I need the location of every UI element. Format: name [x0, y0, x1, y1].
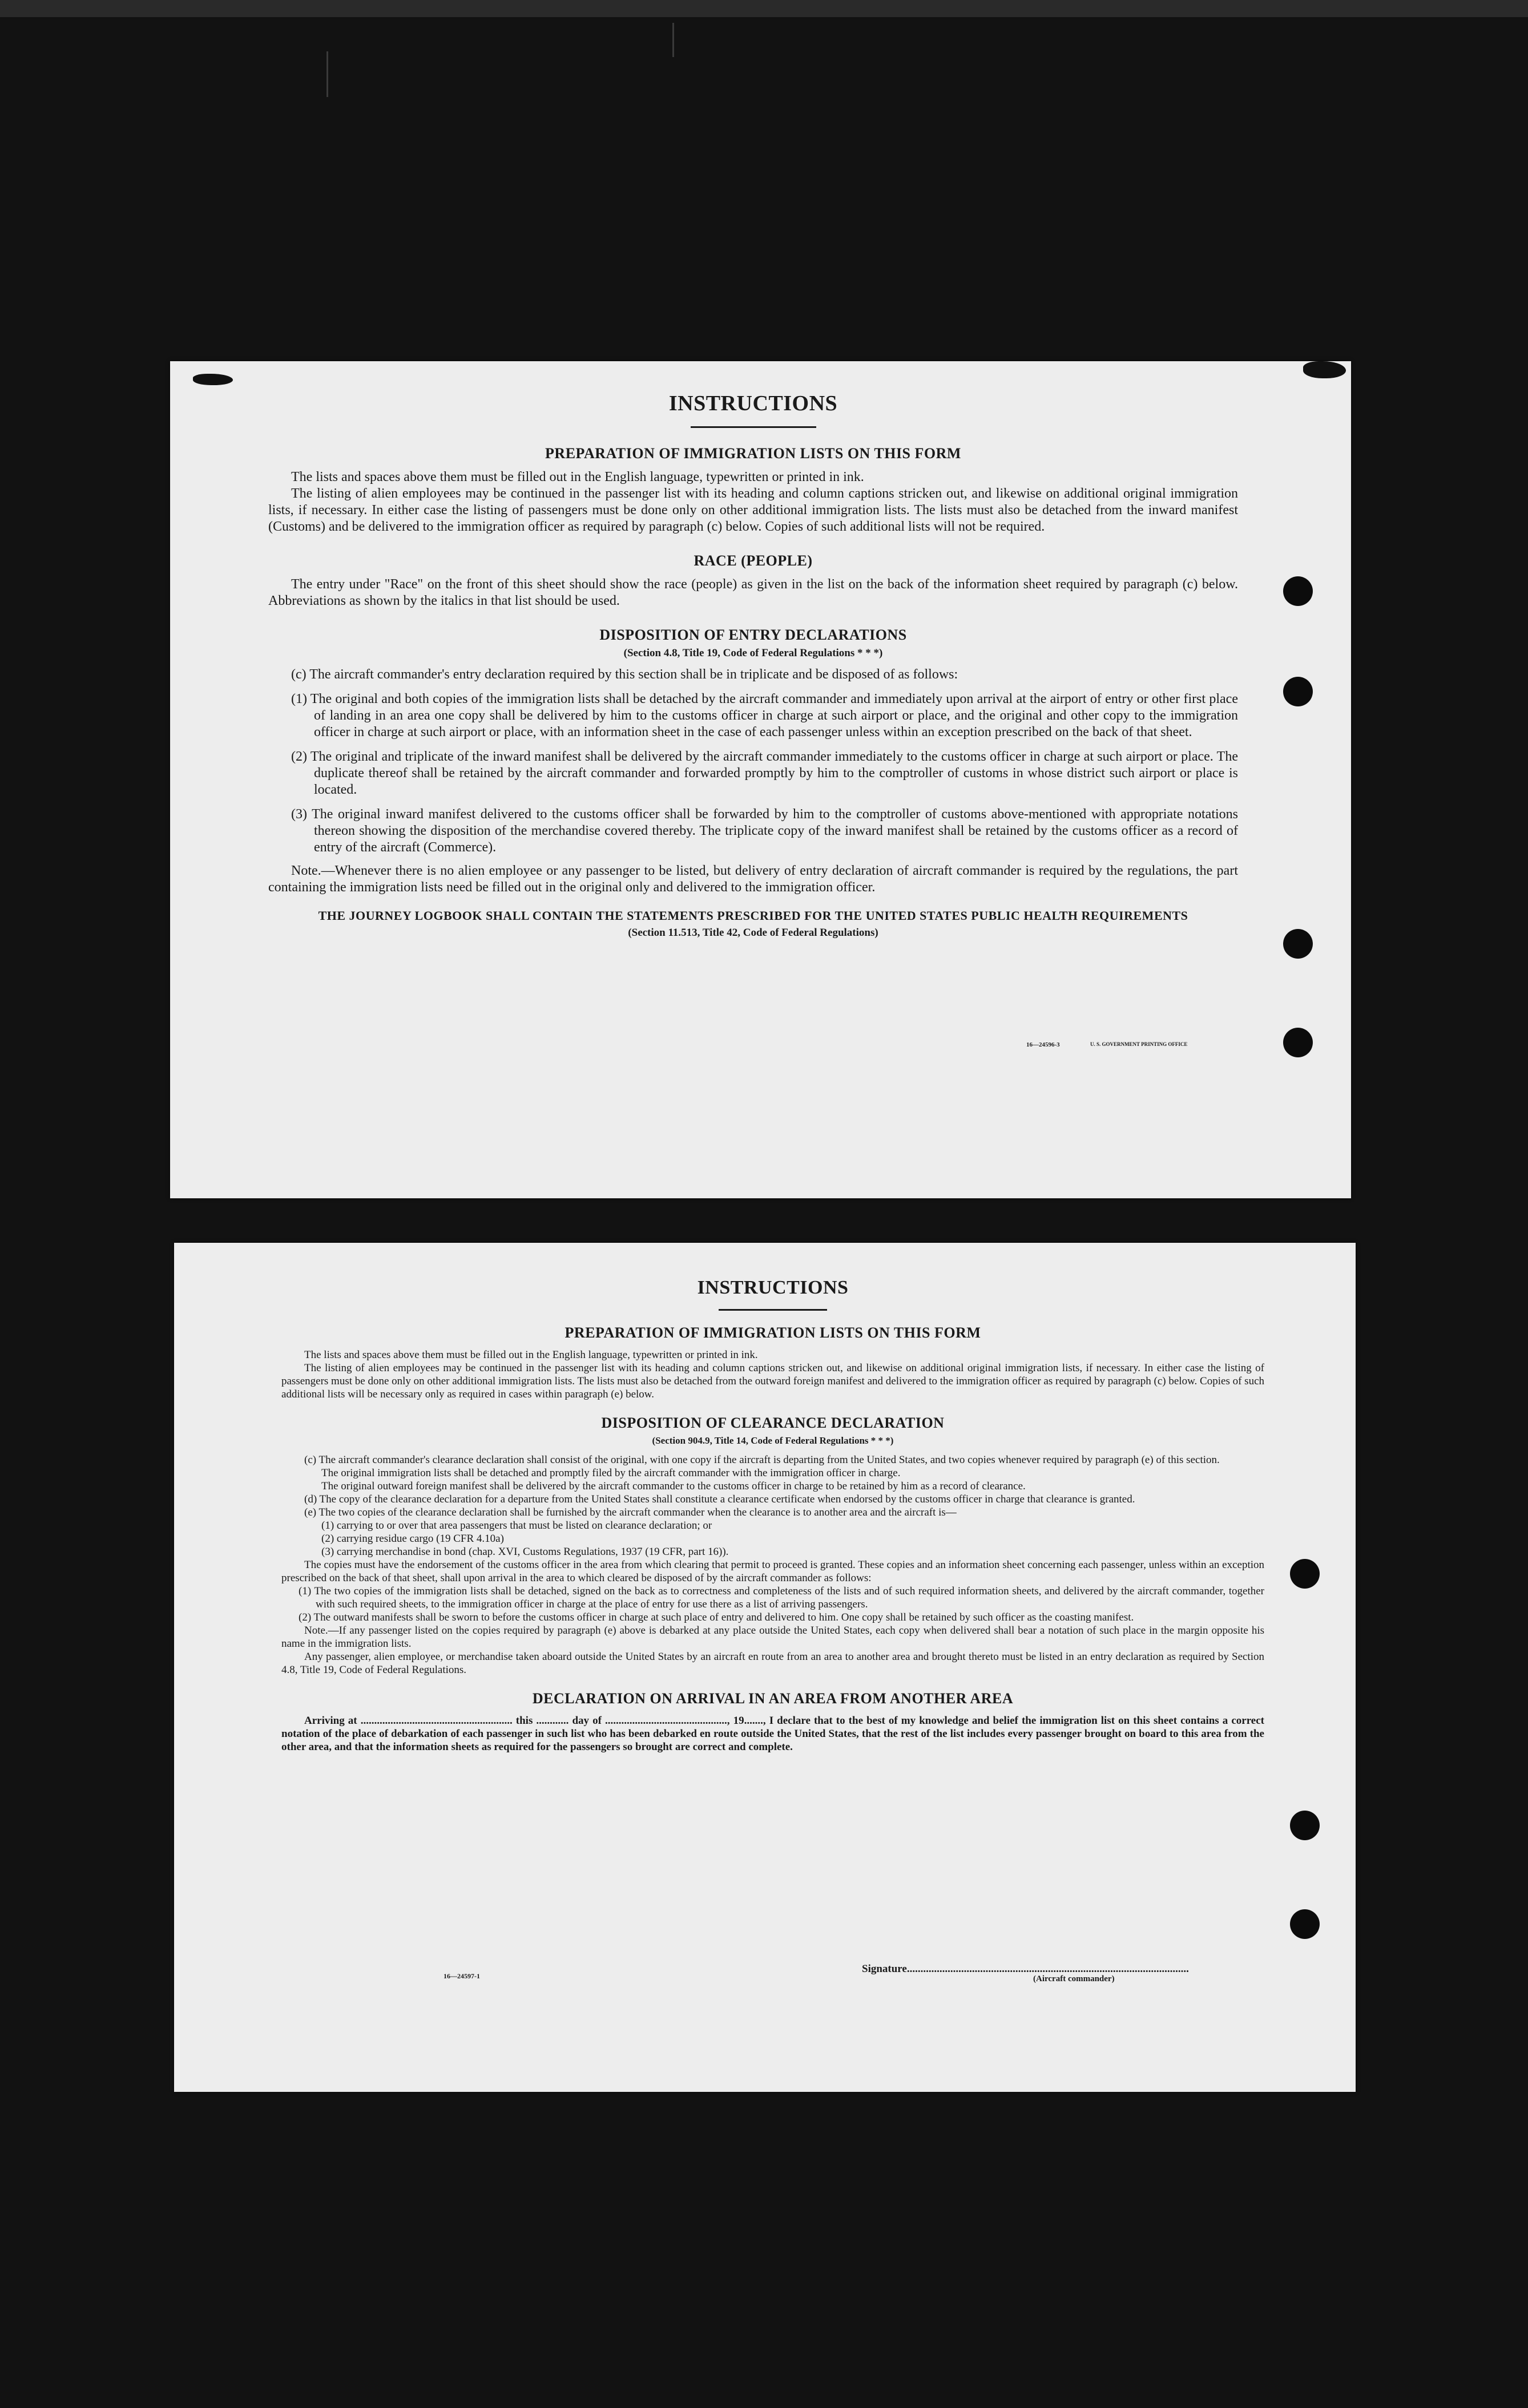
punch-hole [1290, 1811, 1320, 1840]
copies-paragraph: The copies must have the endorsement of the customs officer in the area from which clearing that permit to proceed is granted. These copies and an information sheet concerning each passenger, unless within an exception prescribed on the back of that sheet, shall upon arrival in the area to which cleared be disposed of by the aircraft commander as follows: [281, 1559, 1264, 1584]
declaration-heading: DECLARATION ON ARRIVAL IN AN AREA FROM ANOTHER AREA [532, 1690, 1014, 1707]
film-scratch [326, 51, 328, 97]
disposition-item: (3) The original inward manifest delivered to the customs officer shall be forwarded by him to the comptroller of customs above-mentioned with appropriate notations thereon showing the disposition of the merchandise covered thereby. The triplicate copy of the inward manifest shall be retained by the customs officer as a record of entry of the aircraft (Commerce). [291, 807, 1238, 855]
paragraph-e-item: (3) carrying merchandise in bond (chap. XVI, Customs Regulations, 1937 (19 CFR, part 16)). [321, 1546, 729, 1558]
disposition-heading: DISPOSITION OF CLEARANCE DECLARATION [601, 1415, 945, 1431]
preparation-paragraph: The listing of alien employees may be continued in the passenger list with its heading and column captions stricken out, and likewise on additional original immigration lists, if necessary. In either case the listing of passengers must be done only on other additional immigration lists. The lists must also be detached from the outward foreign manifest and delivered to the immigration officer as required by paragraph (c) below. Copies of such additional lists will be necessary only as required in cases within paragraph (e) below. [281, 1362, 1264, 1400]
sheet-title: INSTRUCTIONS [668, 391, 838, 415]
paragraph-c-line: The original outward foreign manifest shall be delivered by the aircraft commander to the customs officer in charge to be retained by him as a record of clearance. [321, 1480, 1026, 1492]
punch-hole [1283, 929, 1313, 959]
paragraph-e-item: (2) carrying residue cargo (19 CFR 4.10a) [321, 1533, 504, 1545]
logbook-notice: THE JOURNEY LOGBOOK SHALL CONTAIN THE STATEMENTS PRESCRIBED FOR THE UNITED STATES PUBLIC HEALTH REQUIREMENTS [318, 908, 1188, 923]
paragraph-e: (e) The two copies of the clearance declaration shall be furnished by the aircraft commander when the clearance is to another area and the aircraft is— [304, 1506, 957, 1518]
disposition-citation: (Section 4.8, Title 19, Code of Federal Regulations * * *) [623, 647, 883, 659]
disposition-item: (2) The original and triplicate of the inward manifest shall be delivered by the aircraft commander immediately to the customs officer in charge at such airport or place. The duplicate thereof shall be retained by the aircraft commander and forwarded promptly by him to the comptroller of customs in whose district such airport or place is located. [291, 749, 1238, 797]
paragraph-d: (d) The copy of the clearance declaration for a departure from the United States shall constitute a clearance certificate when endorsed by the customs officer in charge that clearance is granted. [304, 1493, 1135, 1505]
form-code: 16—24597-1 [444, 1972, 480, 1980]
paragraph-c: (c) The aircraft commander's clearance declaration shall consist of the original, with one copy if the aircraft is departing from the United States, and two copies whenever required by paragraph (e) of this section. [304, 1454, 1220, 1466]
title-rule [691, 426, 816, 428]
signature-line: Signature........................................................................................................ [862, 1963, 1189, 1975]
note-paragraph: Note.—If any passenger listed on the copies required by paragraph (e) above is debarked at any place outside the United States, each copy when delivered shall bear a notation of such place in the margin opposite his name in the immigration lists. [281, 1625, 1264, 1650]
instruction-sheet-clearance [174, 1243, 1356, 2092]
paragraph-e-item: (1) carrying to or over that area passengers that must be listed on clearance declaration; or [321, 1520, 712, 1532]
declaration-paragraph: Arriving at ........................................................ this ............ day of ............................................., 19......., I declare that to the best of my knowledge and belief the immigration list on this sheet contains a correct notation of the place of debarkation of each passenger in such list who has been debarked en route outside the United States, that the rest of the list includes every passenger brought on board to this area from the other area, and that the information sheets as required for the passengers so brought are correct and complete. [281, 1715, 1264, 1753]
paragraph-c-line: The original immigration lists shall be detached and promptly filed by the aircraft commander with the immigration officer in charge. [321, 1467, 901, 1479]
preparation-paragraph: The listing of alien employees may be continued in the passenger list with its heading and column captions stricken out, and likewise on additional original immigration lists, if necessary. In either case the listing of passengers must be done only on other additional immigration lists. The lists must also be detached from the inward manifest (Customs) and be delivered to the immigration officer as required by paragraph (c) below. Copies of such additional lists will not be required. [268, 486, 1238, 534]
sheet-title: INSTRUCTIONS [697, 1277, 849, 1298]
title-rule [719, 1309, 827, 1311]
punch-hole [1283, 576, 1313, 606]
any-passenger-paragraph: Any passenger, alien employee, or merchandise taken aboard outside the United States by an aircraft en route from an area to another area and brought thereto must be listed in an entry declaration as required by Section 4.8, Title 19, Code of Federal Regulations. [281, 1651, 1264, 1676]
printer-imprint: U. S. GOVERNMENT PRINTING OFFICE [1090, 1041, 1188, 1047]
preparation-heading: PREPARATION OF IMMIGRATION LISTS ON THIS FORM [545, 445, 961, 462]
punch-hole [1290, 1909, 1320, 1939]
instruction-sheet-entry [170, 361, 1351, 1198]
punch-hole [1283, 677, 1313, 706]
disposition-paragraph: (c) The aircraft commander's entry declaration required by this section shall be in triplicate and be disposed of as follows: [291, 667, 958, 682]
race-heading: RACE (PEOPLE) [694, 552, 813, 569]
disposition-item: (1) The original and both copies of the immigration lists shall be detached by the aircraft commander and immediately upon arrival at the airport of entry or other first place of landing in an area one copy shall be delivered by him to the customs officer in charge at such airport or place, and the original and other copy to the immigration officer in charge at such airport or place, with an information sheet in the case of each passenger unless within an exception prescribed on the back of that sheet. [291, 692, 1238, 740]
signature-caption: (Aircraft commander) [1033, 1974, 1115, 1983]
disposition-citation: (Section 904.9, Title 14, Code of Federal Regulations * * *) [652, 1435, 894, 1446]
copies-item: (2) The outward manifests shall be sworn to before the customs officer in charge at such place of entry and delivered to him. One copy shall be retained by such officer as the coasting manifest. [299, 1611, 1134, 1623]
punch-hole [1290, 1559, 1320, 1589]
note-paragraph: Note.—Whenever there is no alien employee or any passenger to be listed, but delivery of entry declaration of aircraft commander is required by the regulations, the part containing the immigration lists need be filled out in the original only and delivered to the immigration officer. [268, 863, 1238, 895]
punch-hole [1283, 1028, 1313, 1057]
preparation-paragraph: The lists and spaces above them must be filled out in the English language, typewritten or printed in ink. [304, 1349, 758, 1361]
film-edge [0, 0, 1528, 17]
film-scratch [672, 23, 674, 57]
logbook-citation: (Section 11.513, Title 42, Code of Federal Regulations) [628, 927, 878, 939]
copies-item: (1) The two copies of the immigration lists shall be detached, signed on the back as to correctness and completeness of the lists and of such required information sheets, and delivered by the aircraft commander, together with such required sheets, to the immigration officer in charge at the place of entry for use there as a list of arriving passengers. [299, 1585, 1264, 1610]
race-paragraph: The entry under "Race" on the front of this sheet should show the race (people) as given in the list on the back of the information sheet required by paragraph (c) below. Abbreviations as shown by the italics in that list should be used. [268, 577, 1238, 608]
form-code: 16—24596-3 [1026, 1041, 1060, 1048]
preparation-heading: PREPARATION OF IMMIGRATION LISTS ON THIS FORM [565, 1324, 981, 1341]
preparation-paragraph: The lists and spaces above them must be filled out in the English language, typewritten or printed in ink. [291, 470, 864, 484]
disposition-heading: DISPOSITION OF ENTRY DECLARATIONS [599, 627, 907, 643]
